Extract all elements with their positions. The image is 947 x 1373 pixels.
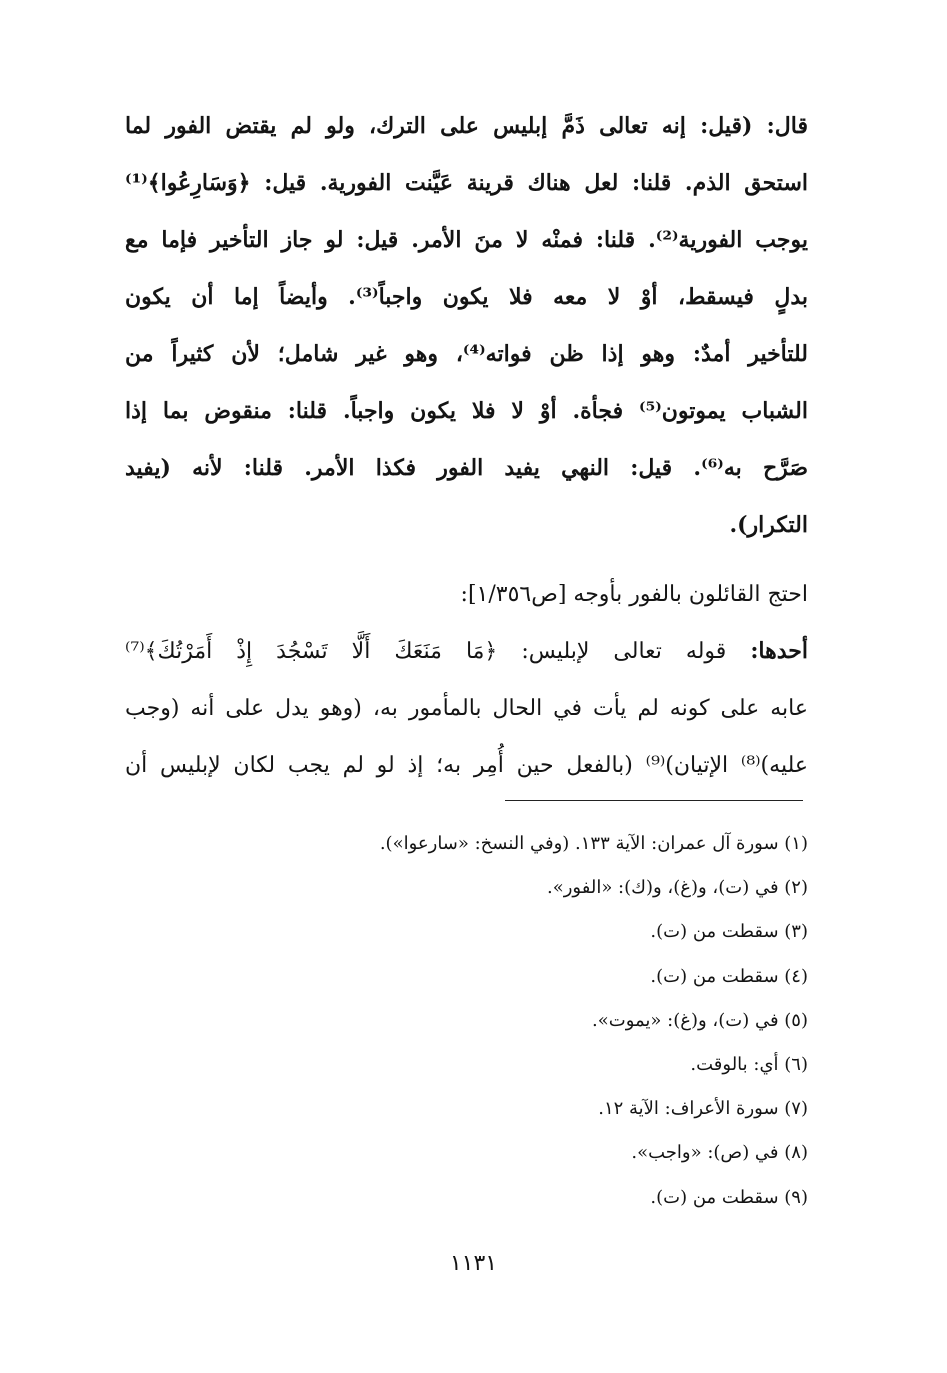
text-line: استحق الذم. قلنا: لعل هناك قرينة عَيَّنت الفورية. قيل: ﴿وَسَارِعُوا﴾⁽¹⁾	[125, 170, 808, 196]
text-line: عليه)⁽⁸⁾ الإتيان)⁽⁹⁾ (بالفعل حين أُمِر به؛ إذ لو لم يجب لكان لإبليس أن	[125, 753, 808, 778]
text-line: عابه على كونه لم يأت في الحال بالمأمور به، (وهو يدل على أنه (وجب	[125, 696, 808, 721]
footnote: (٤) سقطت من (ت).	[650, 965, 808, 987]
text-line: الشباب يموتون⁽⁵⁾ فجأة. أوْ لا فلا يكون واجباً. قلنا: منقوض بما إذا	[125, 398, 808, 424]
footnote: (١) سورة آل عمران: الآية ١٣٣. (وفي النسخ: «سارعوا»).	[379, 833, 808, 854]
text-segment: قوله تعالى لإبليس: ﴿مَا مَنَعَكَ أَلَّا تَسْجُدَ إِذْ أَمَرْتُكَ﴾⁽⁷⁾	[125, 639, 751, 664]
text-line: قال: (قيل: إنه تعالى ذَمَّ إبليس على الترك، ولو لم يقتض الفور لما	[125, 113, 808, 139]
footnote: (٢) في (ت)، و(غ)، و(ك): «الفور».	[547, 877, 808, 899]
main-text	[125, 98, 808, 794]
text-line: بدلٍ فيسقط، أوْ لا معه فلا يكون واجباً⁽³⁾. وأيضاً إما أن يكون	[125, 284, 808, 310]
footnote-separator	[505, 800, 803, 801]
footnote: (٦) أي: بالوقت.	[690, 1053, 808, 1075]
footnote: (٩) سقطت من (ت).	[650, 1186, 808, 1208]
footnote: (٥) في (ت)، و(غ): «يموت».	[592, 1009, 808, 1031]
text-line: يوجب الفورية⁽²⁾. قلنا: فمنْه لا منَ الأمر. قيل: لو جاز التأخير فإما مع	[125, 227, 808, 253]
footnote: (٣) سقطت من (ت).	[650, 921, 808, 943]
text-line: للتأخير أمدٌ: وهو إذا ظن فواته⁽⁴⁾، وهو غير شامل؛ لأن كثيراً من	[125, 341, 808, 367]
page-number: ١١٣١	[449, 1251, 498, 1276]
text-line: صَرَّح به⁽⁶⁾. قيل: النهي يفيد الفور فكذا الأمر. قلنا: لأنه (يفيد	[125, 455, 808, 481]
section-intro-line: احتج القائلون بالفور بأوجه [ص١/٣٥٦]:	[460, 582, 808, 607]
footnote: (٧) سورة الأعراف: الآية ١٢.	[598, 1098, 808, 1120]
point-lead-label: أحدها:	[750, 638, 808, 664]
text-line	[125, 623, 808, 680]
text-line: التكرار).	[729, 512, 808, 538]
footnotes	[125, 822, 808, 1220]
footnote: (٨) في (ص): «واجب».	[631, 1142, 808, 1164]
